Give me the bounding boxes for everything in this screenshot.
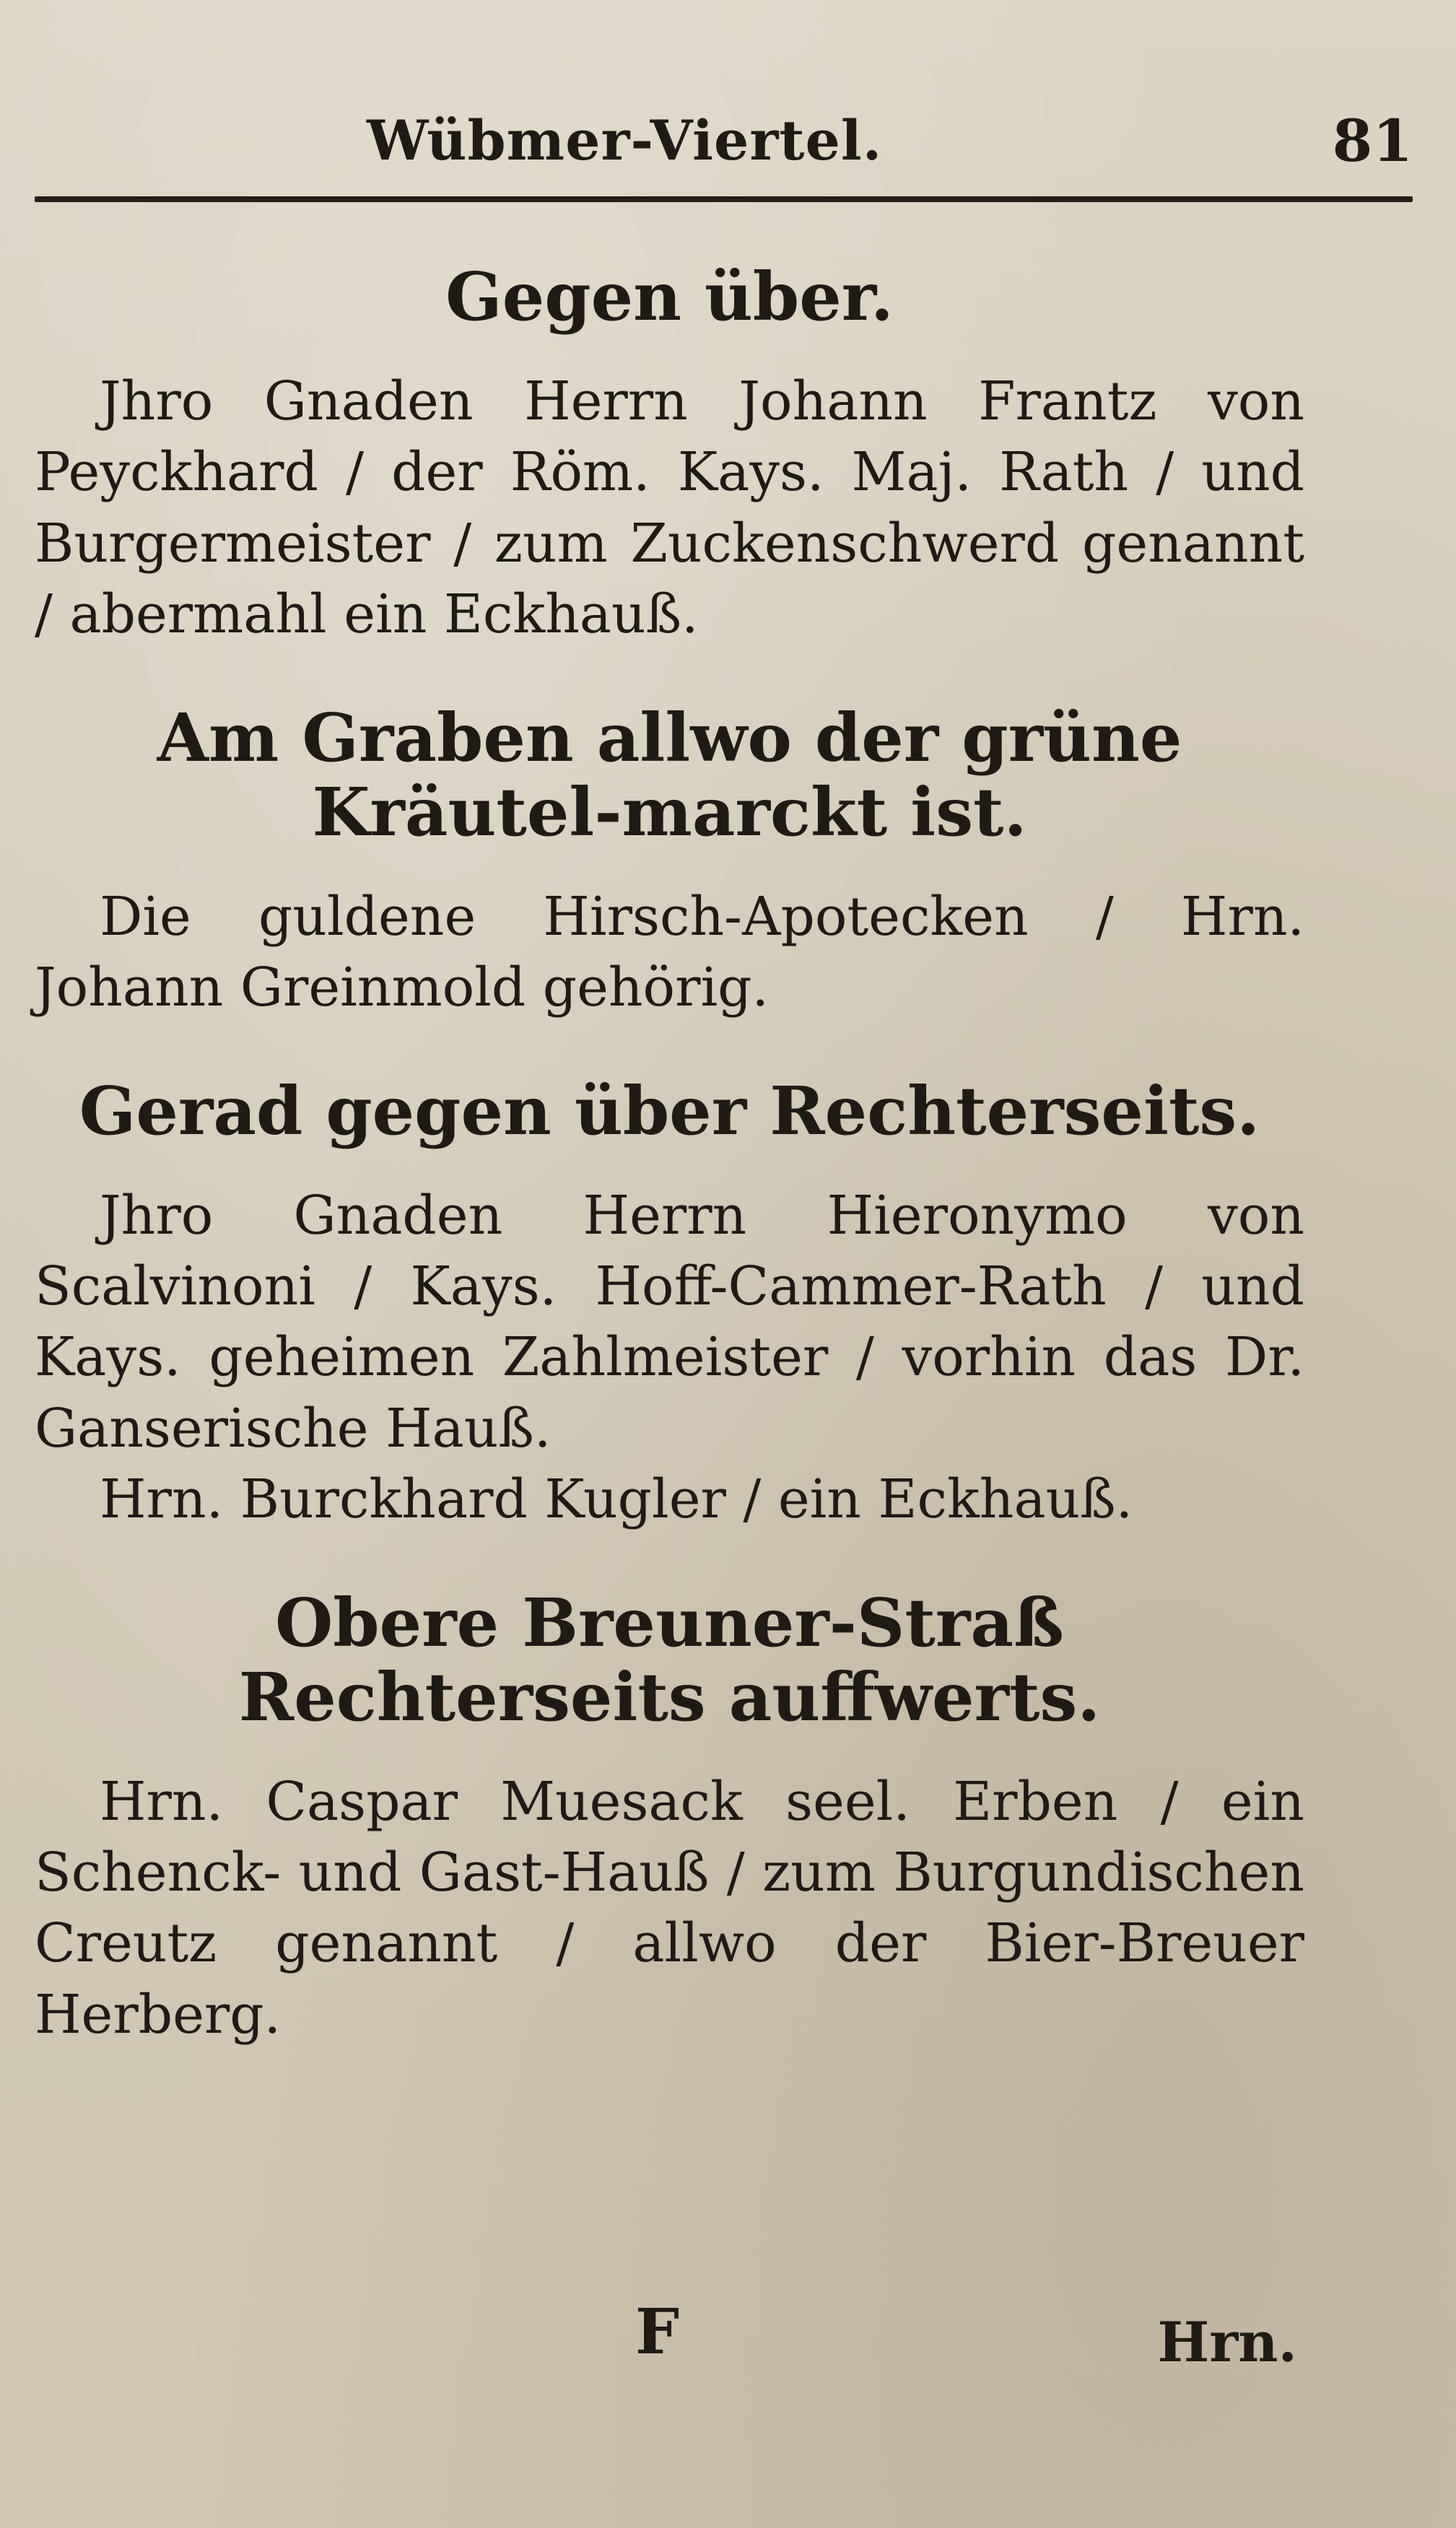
entry-scalvinoni: Jhro Gnaden Herrn Hieronymo von Scalvinoni / Kays. Hoff-Cammer-Rath / und Kays. geheimen Zahlmeister / vorhin das Dr. Ganserische Hauß. xyxy=(35,1184,1304,1460)
entry-peyckhard: Jhro Gnaden Herrn Johann Frantz von Peyckhard / der Röm. Kays. Maj. Rath / und Burgermeister / zum Zuckenschwerd genannt / abermahl ein Eckhauß. xyxy=(35,370,1304,646)
section-heading-obere-breuner-strass: Obere Breuner-Straß Rechterseits auffwerts. xyxy=(238,1583,1101,1736)
signature-mark: F xyxy=(635,2296,680,2368)
entry-kugler: Hrn. Burckhard Kugler / ein Eckhauß. xyxy=(100,1468,1133,1531)
running-head xyxy=(35,87,1413,195)
catchword: Hrn. xyxy=(1157,2310,1297,2374)
page-body xyxy=(35,260,1304,2050)
section-heading-gegen-ueber: Gegen über. xyxy=(445,258,894,336)
entry-hirsch-apotecken: Die guldene Hirsch-Apotecken / Hrn. Johann Greinmold gehörig. xyxy=(35,885,1304,1019)
section-heading-gerad-gegen-ueber: Gerad gegen über Rechterseits. xyxy=(79,1071,1260,1150)
page-number: 81 xyxy=(1332,107,1413,175)
entry-muesack: Hrn. Caspar Muesack seel. Erben / ein Schenck- und Gast-Hauß / zum Burgundischen Creutz genannt / allwo der Bier-Breuer Herberg. xyxy=(35,1770,1304,2046)
header-rule xyxy=(35,196,1413,202)
running-title: Wübmer-Viertel. xyxy=(367,108,883,173)
section-heading-am-graben: Am Graben allwo der grüne Kräutel-marckt ist. xyxy=(157,698,1182,851)
